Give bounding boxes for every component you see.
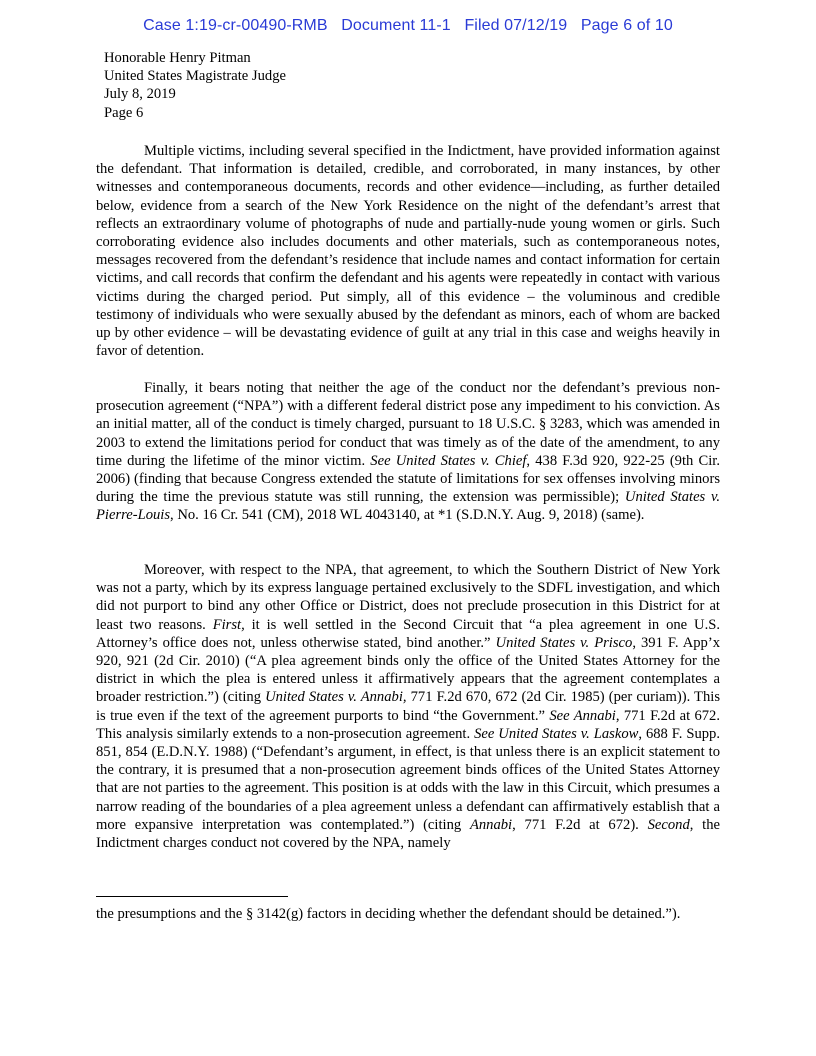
document-number: Document 11-1 [341, 17, 451, 34]
citation-chief: See United States v. Chief [370, 452, 527, 469]
citation-annabi: United States v. Annabi, [265, 689, 407, 706]
paragraph-npa-scope: Moreover, with respect to the NPA, that agreement, to which the Southern District of New York was not a party, which by its express language pertained exclusively to the SDFL investigation, and which did not purport to bind any other Office or District, does not preclude prosecution in this District for at least two reasons. First, it is well settled in the Second Circuit that “a plea agreement in one U.S. Attorney’s office does not, unless otherwise stated, bind another.” United States v. Prisco, 391 F. App’x 920, 921 (2d Cir. 2010) (“A plea agreement binds only the office of the United States Attorney for the district in which the plea is entered unless it affirmatively appears that the agreement contemplates a broader restriction.”) (citing United States v. Annabi, 771 F.2d 670, 672 (2d Cir. 1985) (per curiam)). This is true even if the text of the agreement purports to bind “the Government.” See Annabi, 771 F.2d at 672. This analysis similarly extends to a non-prosecution agreement. See United States v. Laskow, 688 F. Supp. 851, 854 (E.D.N.Y. 1988) (“Defendant’s argument, in effect, is that unless there is an explicit statement to the contrary, it is presumed that a non-prosecution agreement binds offices of the United States Attorney that are not parties to the agreement. This position is at odds with the law in this Circuit, which presumes a narrow reading of the boundaries of a plea agreement unless a defendant can affirmatively establish that a more expansive interpretation was contemplated.”) (citing Annabi, 771 F.2d at 672). Second, the Indictment charges conduct not covered by the NPA, namely [96, 562, 720, 852]
letter-date: July 8, 2019 [104, 86, 176, 103]
letter-header [104, 49, 286, 122]
ecf-header-stamp [0, 17, 816, 35]
page-label: Page 6 [104, 104, 144, 121]
citation-see-annabi: See Annabi [549, 707, 616, 724]
emphasis-first: First, [212, 616, 245, 633]
paragraph-npa-timeliness: Finally, it bears noting that neither the age of the conduct nor the defendant’s previous non-prosecution agreement (“NPA”) with a different federal district pose any impediment to his conviction. As an initial matter, all of the conduct is timely charged, pursuant to 18 U.S.C. § 3283, which was amended in 2003 to extend the limitations period for conduct that was timely as of the date of the amendment, to any time during the lifetime of the minor victim. See United States v. Chief, 438 F.3d 920, 922-25 (9th Cir. 2006) (finding that because Congress extended the statute of limitations for sex offenses involving minors during the time the previous statute was still running, the extension was permissible); United States v. Pierre-Louis, No. 16 Cr. 541 (CM), 2018 WL 4043140, at *1 (S.D.N.Y. Aug. 9, 2018) (same). [96, 380, 720, 524]
emphasis-second: Second [647, 816, 690, 833]
citation-prisco: United States v. Prisco [495, 634, 633, 651]
footnote-continuation: the presumptions and the § 3142(g) factors in deciding whether the defendant should be detained.”). [96, 906, 681, 922]
recipient-name: Honorable Henry Pitman [104, 50, 251, 66]
case-number: Case 1:19-cr-00490-RMB [143, 17, 328, 34]
paragraph-victims: Multiple victims, including several specified in the Indictment, have provided information against the defendant. That information is detailed, credible, and corroborated, in many instances, by other witnesses and contemporaneous documents, records and other evidence—including, as further detailed below, evidence from a search of the New York Residence on the night of the defendant’s arrest that reflects an extraordinary volume of photographs of nude and partially-nude young women or girls. Such corroborating evidence also includes documents and other materials, such as contemporaneous notes, messages recovered from the defendant’s residence that include names and contact information for certain victims, and call records that confirm the defendant and his agents were repeatedly in contact with various victims during the charged period. Put simply, all of this evidence – the voluminous and credible testimony of individuals who were sexually abused by the defendant as minors, each of whom are backed up by other evidence – will be devastating evidence of guilt at any trial in this case and weighs heavily in favor of detention. [96, 143, 720, 360]
page-count: Page 6 of 10 [580, 17, 673, 34]
citation-laskow: See United States v. Laskow [474, 725, 639, 742]
footnote-separator [96, 896, 288, 897]
recipient-title: United States Magistrate Judge [104, 68, 286, 85]
citation-annabi-short: Annabi [469, 816, 513, 833]
filed-date: Filed 07/12/19 [464, 17, 568, 34]
citation-pierre-louis: United States v. Pierre-Louis [96, 489, 720, 524]
